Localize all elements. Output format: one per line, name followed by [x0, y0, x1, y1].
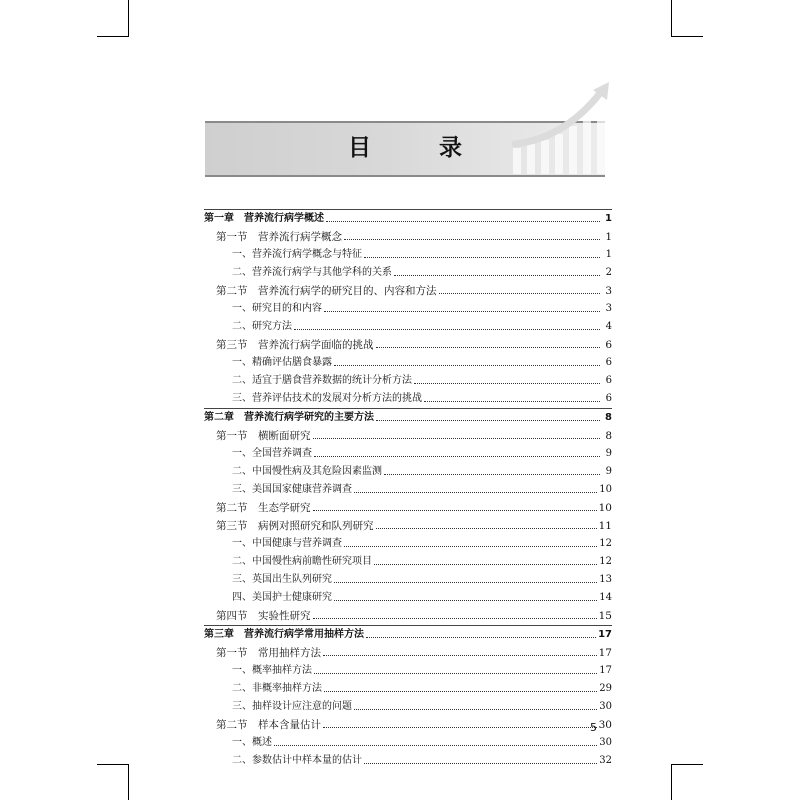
dot-leader [324, 691, 597, 692]
crop-mark [128, 764, 129, 800]
toc-entry-page: 8 [605, 412, 612, 423]
dot-leader [314, 673, 597, 674]
toc-entry-title: 第二节 营养流行病学的研究目的、内容和方法 [216, 285, 437, 297]
dot-leader [354, 492, 597, 493]
dot-leader [424, 401, 600, 402]
toc-entry-title: 第二章 营养流行病学研究的主要方法 [204, 412, 374, 423]
toc-entry-page: 30 [599, 701, 612, 712]
toc-entry-title: 第三章 营养流行病学常用抽样方法 [204, 629, 364, 640]
toc-entry-title: 第一节 横断面研究 [216, 430, 311, 442]
toc-entry-title: 第一章 营养流行病学概述 [204, 213, 324, 224]
toc-entry-title: 二、中国慢性病前瞻性研究项目 [232, 556, 372, 567]
toc-entry-section[interactable] [204, 427, 612, 445]
toc-entry-section[interactable] [204, 607, 612, 625]
toc-entry-title: 一、概述 [232, 737, 272, 748]
toc-entry-title: 二、中国慢性病及其危险因素监测 [232, 466, 382, 477]
toc-entry-page: 6 [605, 339, 612, 351]
dot-leader [376, 347, 601, 348]
toc-entry-page: 4 [605, 321, 612, 332]
table-of-contents [204, 209, 612, 770]
toc-entry-page: 13 [599, 574, 612, 585]
toc-entry-title: 一、精确评估膳食暴露 [232, 357, 332, 368]
crop-mark [671, 764, 703, 765]
toc-entry-sub[interactable] [204, 535, 612, 553]
toc-entry-sub[interactable] [204, 589, 612, 607]
dot-leader [439, 293, 601, 294]
crop-mark [671, 764, 672, 800]
toc-entry-title: 一、中国健康与营养调查 [232, 538, 342, 549]
growth-arrow-icon [505, 78, 615, 174]
toc-entry-page: 17 [598, 629, 612, 640]
toc-entry-page: 11 [598, 520, 612, 532]
crop-mark [97, 36, 129, 37]
crop-mark [128, 0, 129, 36]
toc-entry-page: 2 [605, 267, 612, 278]
dot-leader [354, 709, 597, 710]
dot-leader [274, 745, 597, 746]
dot-leader [334, 365, 600, 366]
dot-leader [364, 257, 600, 258]
toc-entry-sub[interactable] [204, 445, 612, 463]
dot-leader [376, 420, 600, 421]
toc-entry-sub[interactable] [204, 390, 612, 408]
toc-entry-sub[interactable] [204, 734, 612, 752]
toc-entry-title: 第四节 实验性研究 [216, 610, 311, 622]
toc-entry-page: 12 [599, 556, 612, 567]
toc-entry-title: 一、研究目的和内容 [232, 303, 322, 314]
toc-entry-section[interactable] [204, 517, 612, 535]
toc-entry-page: 29 [599, 683, 612, 694]
toc-entry-page: 30 [598, 719, 612, 731]
toc-entry-page: 6 [605, 357, 612, 368]
crop-mark [671, 36, 703, 37]
toc-entry-page: 9 [605, 448, 612, 459]
crop-mark [671, 0, 672, 36]
dot-leader [313, 438, 601, 439]
toc-entry-sub[interactable] [204, 463, 612, 481]
dot-leader [366, 637, 596, 638]
toc-entry-title: 四、美国护士健康研究 [232, 592, 332, 603]
toc-entry-chapter[interactable] [204, 210, 612, 228]
dot-leader [394, 275, 600, 276]
toc-entry-title: 二、参数估计中样本量的估计 [232, 755, 362, 766]
toc-entry-title: 第三节 营养流行病学面临的挑战 [216, 339, 374, 351]
dot-leader [294, 329, 600, 330]
toc-entry-title: 三、美国国家健康营养调查 [232, 484, 352, 495]
toc-entry-title: 二、非概率抽样方法 [232, 683, 322, 694]
toc-entry-sub[interactable] [204, 246, 612, 264]
toc-entry-section[interactable] [204, 282, 612, 300]
dot-leader [326, 221, 600, 222]
dot-leader [414, 383, 600, 384]
toc-entry-title: 一、全国营养调查 [232, 448, 312, 459]
toc-entry-title: 一、营养流行病学概念与特征 [232, 249, 362, 260]
toc-entry-section[interactable] [204, 336, 612, 354]
toc-entry-title: 二、营养流行病学与其他学科的关系 [232, 267, 392, 278]
page-title: 目 录 [347, 134, 492, 161]
toc-entry-sub[interactable] [204, 571, 612, 589]
toc-entry-title: 二、研究方法 [232, 321, 292, 332]
dot-leader [376, 528, 597, 529]
dot-leader [313, 618, 597, 619]
toc-entry-page: 3 [605, 303, 612, 314]
dot-leader [384, 474, 600, 475]
crop-mark [97, 764, 129, 765]
dot-leader [374, 564, 597, 565]
toc-entry-sub[interactable] [204, 354, 612, 372]
page-number: 5 [590, 721, 597, 734]
toc-entry-page: 15 [598, 610, 612, 622]
dot-leader [323, 727, 597, 728]
toc-entry-page: 6 [605, 375, 612, 386]
toc-entry-sub[interactable] [204, 553, 612, 571]
toc-entry-page: 1 [605, 213, 612, 224]
toc-entry-title: 二、适宜于膳食营养数据的统计分析方法 [232, 375, 412, 386]
toc-entry-title: 第二节 生态学研究 [216, 502, 311, 514]
dot-leader [344, 546, 597, 547]
toc-entry-title: 三、英国出生队列研究 [232, 574, 332, 585]
toc-entry-page: 32 [599, 755, 612, 766]
toc-entry-section[interactable] [204, 499, 612, 517]
toc-entry-sub[interactable] [204, 300, 612, 318]
toc-entry-page: 10 [598, 502, 612, 514]
toc-entry-title: 一、概率抽样方法 [232, 665, 312, 676]
toc-entry-title: 三、抽样设计应注意的问题 [232, 701, 352, 712]
toc-entry-page: 1 [605, 249, 612, 260]
dot-leader [344, 239, 600, 240]
toc-entry-page: 3 [605, 285, 612, 297]
toc-entry-page: 6 [605, 393, 612, 404]
toc-entry-page: 12 [599, 538, 612, 549]
toc-entry-page: 14 [599, 592, 612, 603]
toc-entry-page: 30 [599, 737, 612, 748]
toc-entry-sub[interactable] [204, 698, 612, 716]
toc-entry-title: 第一节 营养流行病学概念 [216, 231, 342, 243]
dot-leader [313, 510, 597, 511]
toc-entry-sub[interactable] [204, 662, 612, 680]
dot-leader [334, 600, 597, 601]
toc-entry-sub[interactable] [204, 481, 612, 499]
toc-entry-page: 10 [599, 484, 612, 495]
toc-entry-section[interactable] [204, 228, 612, 246]
toc-entry-page: 1 [605, 231, 612, 243]
toc-entry-sub[interactable] [204, 264, 612, 282]
toc-entry-sub[interactable] [204, 680, 612, 698]
toc-entry-title: 第三节 病例对照研究和队列研究 [216, 520, 374, 532]
toc-entry-page: 8 [605, 430, 612, 442]
dot-leader [314, 456, 600, 457]
toc-entry-sub[interactable] [204, 752, 612, 770]
toc-entry-section[interactable] [204, 644, 612, 662]
toc-entry-page: 17 [598, 647, 612, 659]
toc-entry-sub[interactable] [204, 318, 612, 336]
toc-entry-page: 17 [599, 665, 612, 676]
toc-entry-chapter[interactable] [204, 626, 612, 644]
dot-leader [324, 311, 600, 312]
dot-leader [334, 582, 597, 583]
toc-entry-chapter[interactable] [204, 409, 612, 427]
toc-entry-title: 第一节 常用抽样方法 [216, 647, 321, 659]
toc-entry-title: 三、营养评估技术的发展对分析方法的挑战 [232, 393, 422, 404]
dot-leader [323, 655, 597, 656]
toc-entry-section[interactable] [204, 716, 612, 734]
toc-entry-title: 第二节 样本含量估计 [216, 719, 321, 731]
toc-entry-page: 9 [605, 466, 612, 477]
dot-leader [364, 763, 597, 764]
toc-entry-sub[interactable] [204, 372, 612, 390]
